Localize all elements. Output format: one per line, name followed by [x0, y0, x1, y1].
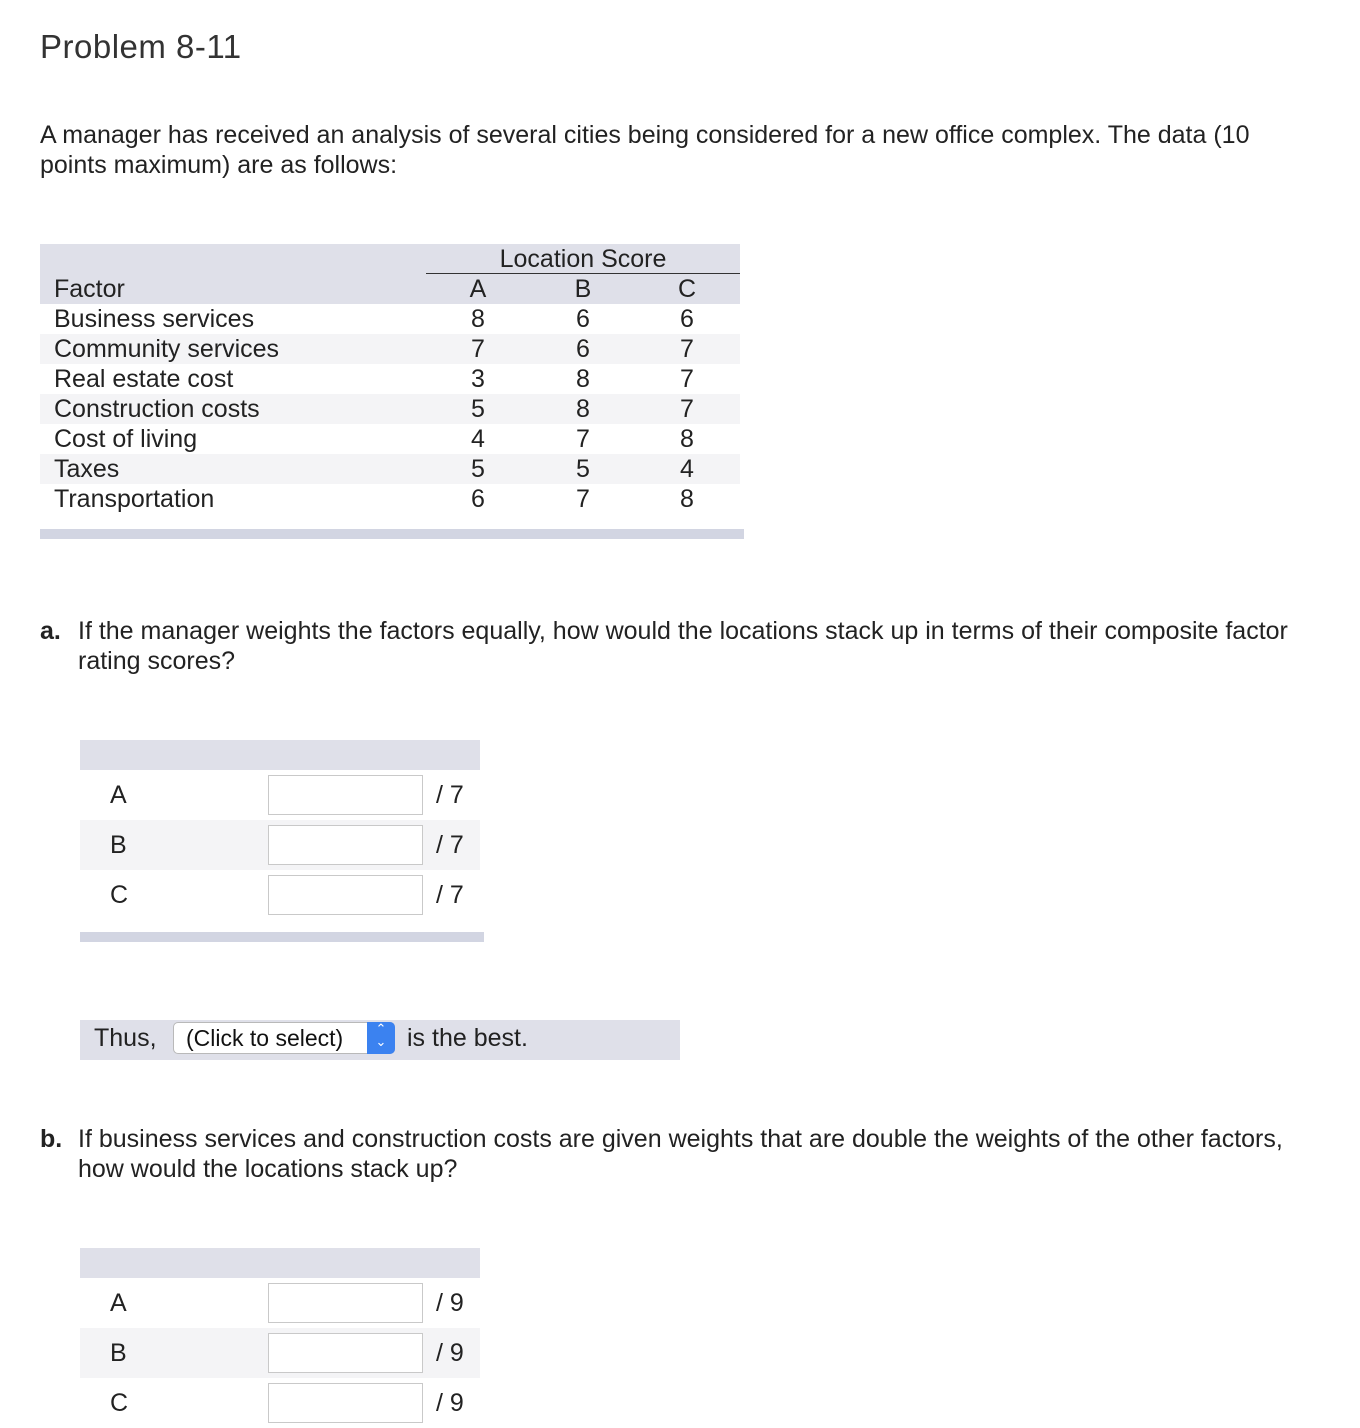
- answer-row: [80, 820, 480, 870]
- question-b: [40, 1124, 1300, 1184]
- table-row: [40, 364, 740, 394]
- best-location-select[interactable]: [173, 1022, 395, 1054]
- location-label: A: [110, 781, 127, 809]
- answer-table-header: [80, 1248, 480, 1278]
- col-a-header: A: [469, 275, 487, 303]
- question-a-text: If the manager weights the factors equally, how would the locations stack up in terms of their composite factor rating scores?: [78, 617, 1288, 675]
- score-input-b[interactable]: [268, 1333, 423, 1373]
- factor-name: Transportation: [54, 485, 215, 513]
- location-label: B: [110, 831, 127, 859]
- score-input-a[interactable]: [268, 1283, 423, 1323]
- max-points: / 7: [436, 781, 464, 809]
- max-points: / 9: [436, 1289, 464, 1317]
- page-title: Problem 8-11: [40, 28, 242, 65]
- score-c: 8: [680, 485, 694, 513]
- score-b: 5: [576, 455, 590, 483]
- max-points: / 9: [436, 1339, 464, 1367]
- answer-table-a: [80, 740, 484, 942]
- score-a: 6: [471, 485, 485, 513]
- table-row: [40, 484, 740, 514]
- col-b-header: B: [574, 275, 592, 303]
- score-b: 7: [576, 425, 590, 453]
- score-input-c[interactable]: [268, 1383, 423, 1423]
- question-b-label: b.: [40, 1125, 63, 1153]
- table-row: [40, 394, 740, 424]
- score-a: 5: [471, 455, 485, 483]
- location-score-table: [40, 244, 740, 514]
- factor-name: Taxes: [54, 455, 120, 483]
- table-group-header-row: [40, 244, 740, 274]
- max-points: / 9: [436, 1389, 464, 1417]
- answer-row: [80, 770, 480, 820]
- table-footer-bar: [40, 529, 744, 539]
- answer-row: [80, 1378, 480, 1428]
- score-b: 8: [576, 365, 590, 393]
- score-input-b[interactable]: [268, 825, 423, 865]
- table-header-row: [40, 274, 740, 304]
- problem-intro: A manager has received an analysis of several cities being considered for a new office complex. The data (10 points maximum) are as follows:: [40, 121, 1250, 179]
- select-value: (Click to select): [186, 1025, 344, 1051]
- table-row: [40, 454, 740, 484]
- factor-name: Business services: [54, 305, 255, 333]
- question-a: [40, 616, 1300, 676]
- table-row: [40, 304, 740, 334]
- col-c-header: C: [677, 275, 697, 303]
- max-points: / 7: [436, 831, 464, 859]
- location-label: B: [110, 1339, 127, 1367]
- conclusion-prefix: Thus,: [94, 1024, 157, 1052]
- table-row: [40, 424, 740, 454]
- conclusion-row: [80, 1020, 680, 1060]
- location-label: C: [110, 1389, 129, 1417]
- score-c: 7: [680, 365, 694, 393]
- max-points: / 7: [436, 881, 464, 909]
- answer-row: [80, 1278, 480, 1328]
- score-a: 5: [471, 395, 485, 423]
- answer-table-b: [80, 1248, 484, 1428]
- score-a: 7: [471, 335, 485, 363]
- select-arrows-icon: ⌃ ⌄: [367, 1022, 395, 1054]
- question-b-text: If business services and construction costs are given weights that are double the weights of the other factors, how would the locations stack up?: [78, 1125, 1283, 1183]
- score-c: 4: [680, 455, 694, 483]
- score-b: 6: [576, 305, 590, 333]
- answer-table-footer-bar: [80, 932, 484, 942]
- factor-name: Cost of living: [54, 425, 198, 453]
- location-score-header: Location Score: [426, 244, 740, 274]
- answer-row: [80, 870, 480, 920]
- score-a: 8: [471, 305, 485, 333]
- question-a-label: a.: [40, 617, 61, 645]
- score-c: 7: [680, 335, 694, 363]
- score-input-c[interactable]: [268, 875, 423, 915]
- score-c: 8: [680, 425, 694, 453]
- factor-name: Real estate cost: [54, 365, 234, 393]
- answer-table-header: [80, 740, 480, 770]
- answer-row: [80, 1328, 480, 1378]
- location-label: A: [110, 1289, 127, 1317]
- score-input-a[interactable]: [268, 775, 423, 815]
- score-b: 6: [576, 335, 590, 363]
- score-c: 6: [680, 305, 694, 333]
- factor-header: Factor: [54, 275, 125, 303]
- table-row: [40, 334, 740, 364]
- factor-name: Construction costs: [54, 395, 260, 423]
- factor-name: Community services: [54, 335, 280, 363]
- score-a: 3: [471, 365, 485, 393]
- location-label: C: [110, 881, 129, 909]
- score-b: 7: [576, 485, 590, 513]
- score-b: 8: [576, 395, 590, 423]
- score-c: 7: [680, 395, 694, 423]
- conclusion-suffix: is the best.: [407, 1024, 528, 1052]
- score-a: 4: [471, 425, 485, 453]
